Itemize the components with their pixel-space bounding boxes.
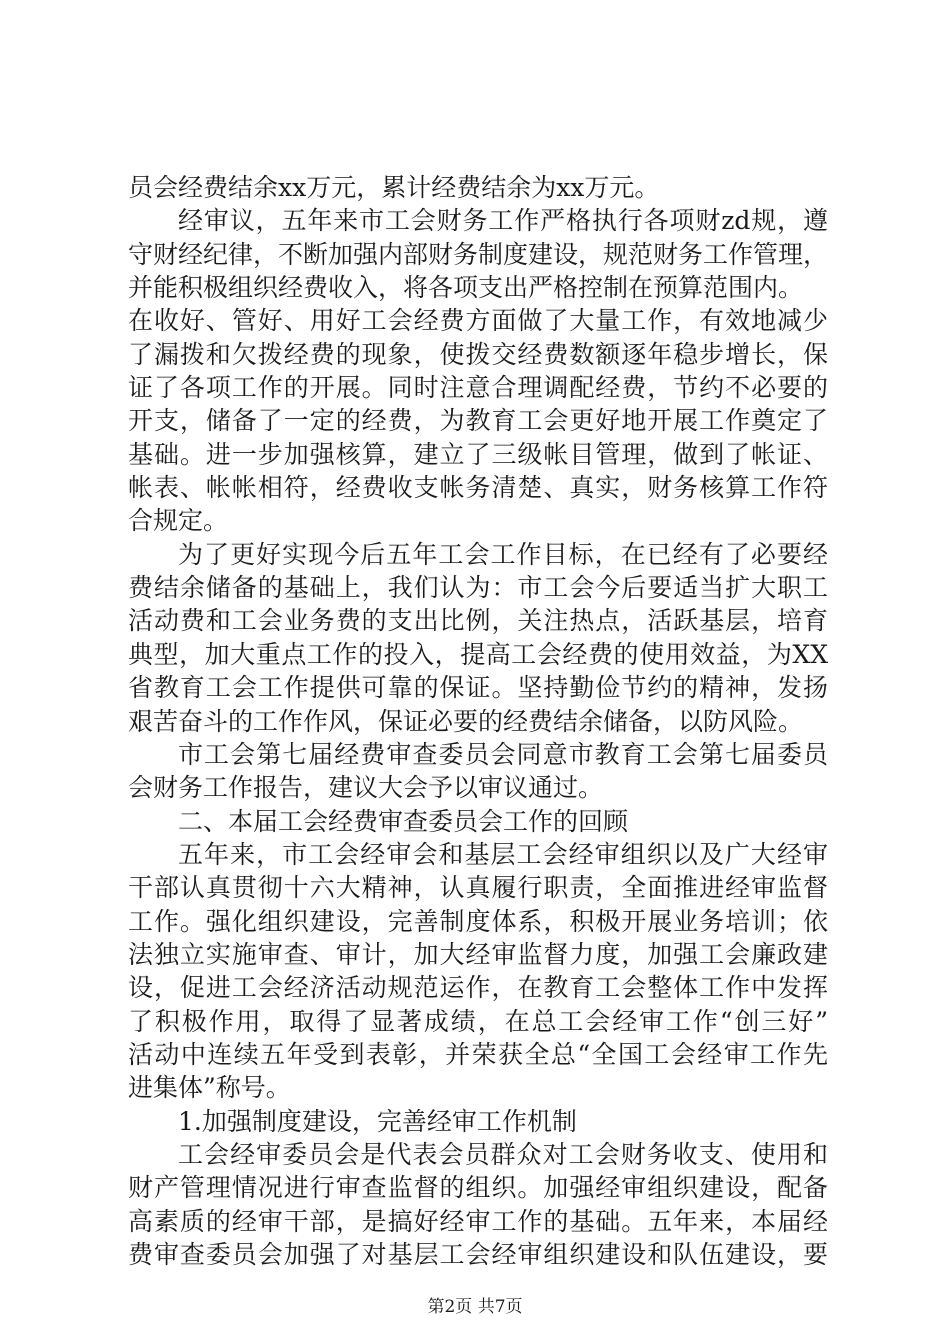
text-line: 典型，加大重点工作的投入，提高工会经费的使用效益，为XX bbox=[128, 639, 828, 669]
text-line: 守财经纪律，不断加强内部财务制度建设，规范财务工作管理， bbox=[128, 239, 829, 269]
text-line: 财产管理情况进行审查监督的组织。加强经审组织建设，配备 bbox=[128, 1173, 828, 1203]
text-line: 开支，储备了一定的经费，为教育工会更好地开展工作奠定了 bbox=[128, 406, 828, 436]
text-line: 在收好、管好、用好工会经费方面做了大量工作，有效地减少 bbox=[128, 306, 828, 336]
text-line: 会财务工作报告，建议大会予以审议通过。 bbox=[128, 773, 604, 803]
text-line: 费审查委员会加强了对基层工会经审组织建设和队伍建设，要 bbox=[128, 1240, 828, 1269]
text-line: 法独立实施审查、审计，加大经审监督力度，加强工会廉政建 bbox=[128, 939, 828, 969]
text-line: 经审议，五年来市工会财务工作严格执行各项财zd规，遵 bbox=[178, 206, 828, 236]
text-line: 并能积极组织经费收入，将各项支出严格控制在预算范围内。 bbox=[128, 273, 804, 303]
text-line: 员会经费结余xx万元，累计经费结余为xx万元。 bbox=[128, 173, 660, 202]
text-line: 工作。强化组织建设，完善制度体系，积极开展业务培训；依 bbox=[128, 906, 828, 936]
text-line: 市工会第七届经费审查委员会同意市教育工会第七届委员 bbox=[178, 739, 828, 769]
text-line: 帐表、帐帐相符，经费收支帐务清楚、真实，财务核算工作符 bbox=[128, 473, 828, 503]
subsection-heading: 1.加强制度建设，完善经审工作机制 bbox=[178, 1106, 577, 1136]
text-line: 五年来，市工会经审会和基层工会经审组织以及广大经审 bbox=[178, 839, 828, 869]
text-line: 工会经审委员会是代表会员群众对工会财务收支、使用和 bbox=[178, 1139, 828, 1169]
text-line: 艰苦奋斗的工作作风，保证必要的经费结余储备，以防风险。 bbox=[128, 706, 804, 736]
body-text bbox=[128, 171, 828, 1271]
text-line: 设，促进工会经济活动规范运作，在教育工会整体工作中发挥 bbox=[128, 973, 828, 1003]
text-line: 干部认真贯彻十六大精神，认真履行职责，全面推进经审监督 bbox=[128, 873, 828, 903]
text-line: 为了更好实现今后五年工会工作目标，在已经有了必要经 bbox=[178, 539, 828, 569]
text-line: 了漏拨和欠拨经费的现象，使拨交经费数额逐年稳步增长，保 bbox=[128, 339, 828, 369]
text-line: 合规定。 bbox=[128, 506, 229, 536]
section-heading: 二、本届工会经费审查委员会工作的回顾 bbox=[178, 806, 629, 836]
text-line: 活动中连续五年受到表彰，并荣获全总“全国工会经审工作先 bbox=[128, 1039, 828, 1069]
text-line: 高素质的经审干部，是搞好经审工作的基础。五年来，本届经 bbox=[128, 1206, 828, 1236]
page-number-footer: 第2页 共7页 bbox=[427, 1297, 523, 1317]
text-line: 费结余储备的基础上，我们认为：市工会今后要适当扩大职工 bbox=[128, 573, 828, 603]
text-line: 了积极作用，取得了显著成绩，在总工会经审工作“创三好” bbox=[128, 1006, 828, 1036]
text-line: 证了各项工作的开展。同时注意合理调配经费，节约不必要的 bbox=[128, 373, 828, 403]
text-line: 活动费和工会业务费的支出比例，关注热点，活跃基层，培育 bbox=[128, 606, 828, 636]
text-line: 省教育工会工作提供可靠的保证。坚持勤俭节约的精神，发扬 bbox=[128, 673, 828, 703]
text-line: 进集体”称号。 bbox=[128, 1073, 291, 1103]
text-line: 基础。进一步加强核算，建立了三级帐目管理，做到了帐证、 bbox=[128, 439, 828, 469]
